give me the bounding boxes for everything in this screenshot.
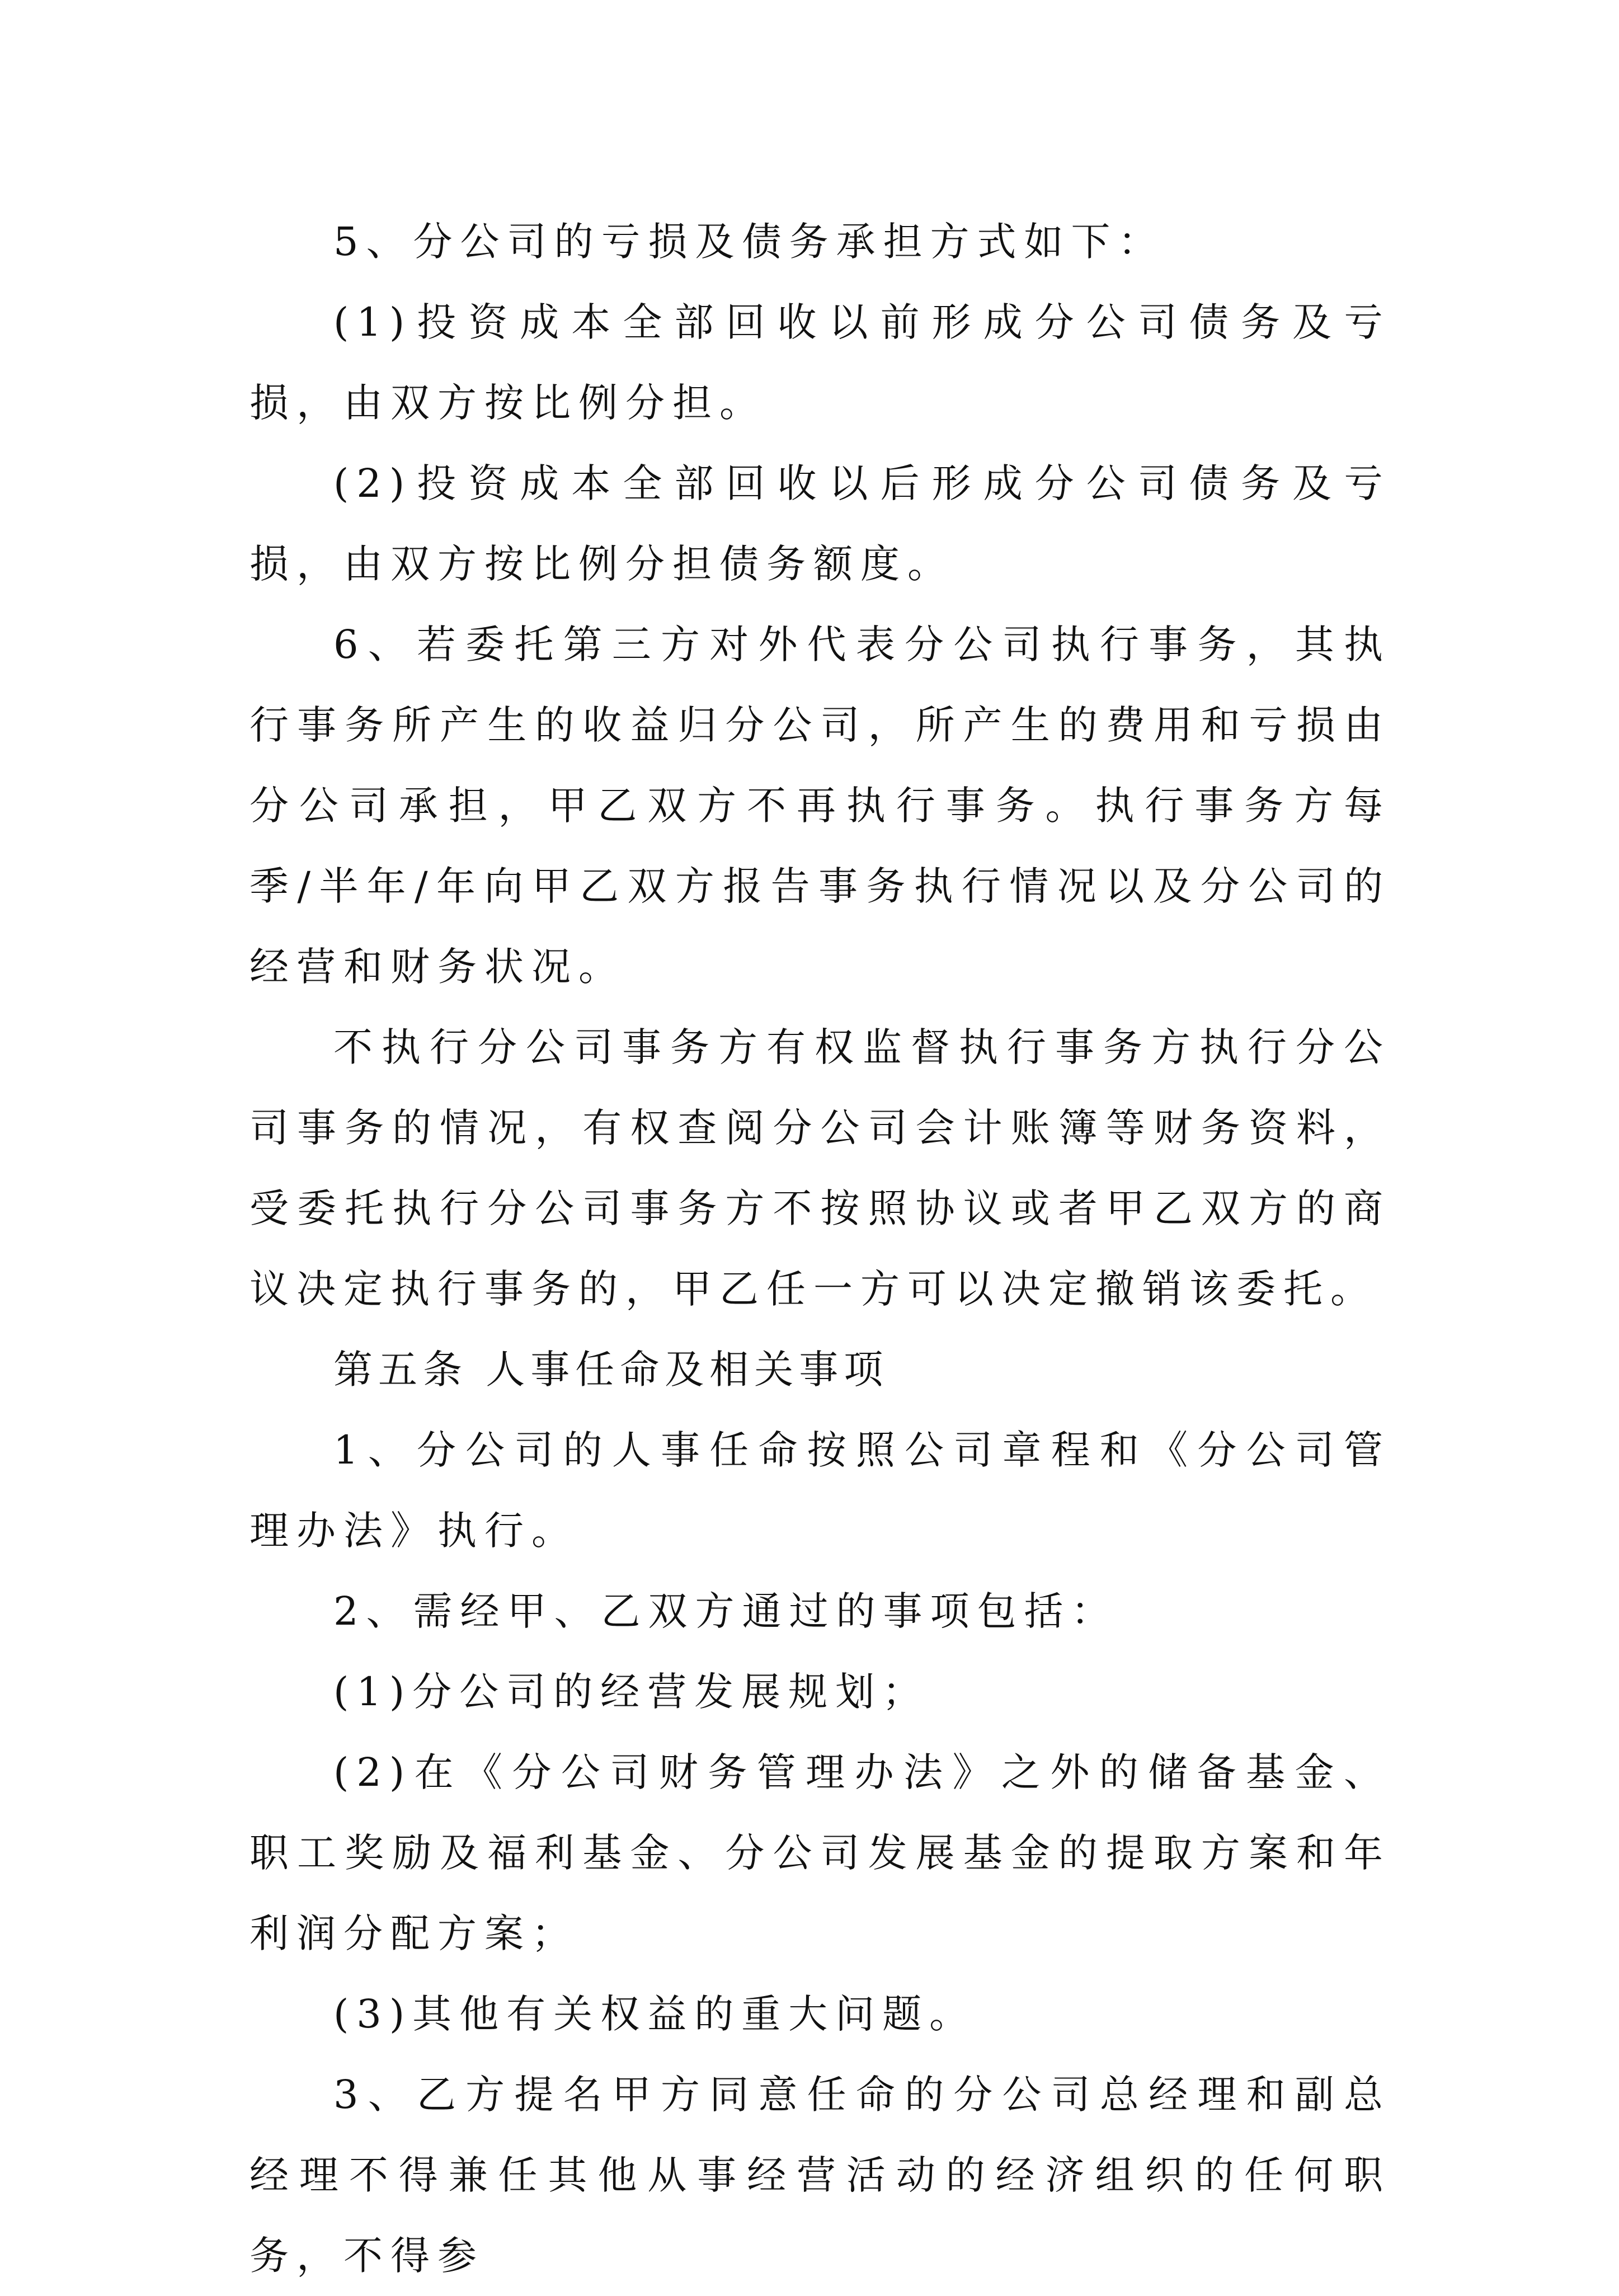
paragraph-loss-debt-method: 5、分公司的亏损及债务承担方式如下：	[333, 219, 1165, 265]
paragraph-personnel-appointment: 1、分公司的人事任命按照公司章程和《分公司管理办法》执行。	[250, 1427, 1391, 1554]
paragraph-loss-before-recovery: (1)投资成本全部回收以前形成分公司债务及亏损，由双方按比例分担。	[250, 299, 1391, 426]
article-heading-personnel: 第五条 人事任命及相关事项	[333, 1347, 889, 1392]
paragraph-third-party-delegation: 6、若委托第三方对外代表分公司执行事务，其执行事务所产生的收益归分公司，所产生的费用和亏损由分公司承担，甲乙双方不再执行事务。执行事务方每季/半年/年向甲乙双方报告事务执行情况以及分公司的经营和财务状况。	[250, 622, 1391, 990]
paragraph-loss-after-recovery: (2)投资成本全部回收以后形成分公司债务及亏损，由双方按比例分担债务额度。	[250, 460, 1391, 587]
document-body	[250, 201, 1391, 2296]
list-item-other-issues: (3)其他有关权益的重大问题。	[333, 1991, 977, 2037]
paragraph-joint-approval-items: 2、需经甲、乙双方通过的事项包括：	[333, 1588, 1118, 1634]
paragraph-supervision-rights: 不执行分公司事务方有权监督执行事务方执行分公司事务的情况，有权查阅分公司会计账簿等财务资料，受委托执行分公司事务方不按照协议或者甲乙双方的商议决定执行事务的，甲乙任一方可以决定撤销该委托。	[250, 1024, 1391, 1312]
list-item-development-plan: (1)分公司的经营发展规划；	[333, 1669, 930, 1715]
list-item-fund-allocation: (2)在《分公司财务管理办法》之外的储备基金、职工奖励及福利基金、分公司发展基金的提取方案和年利润分配方案；	[250, 1749, 1391, 1956]
paragraph-manager-restrictions: 3、乙方提名甲方同意任命的分公司总经理和副总经理不得兼任其他从事经营活动的经济组织的任何职务，不得参	[250, 2072, 1391, 2279]
